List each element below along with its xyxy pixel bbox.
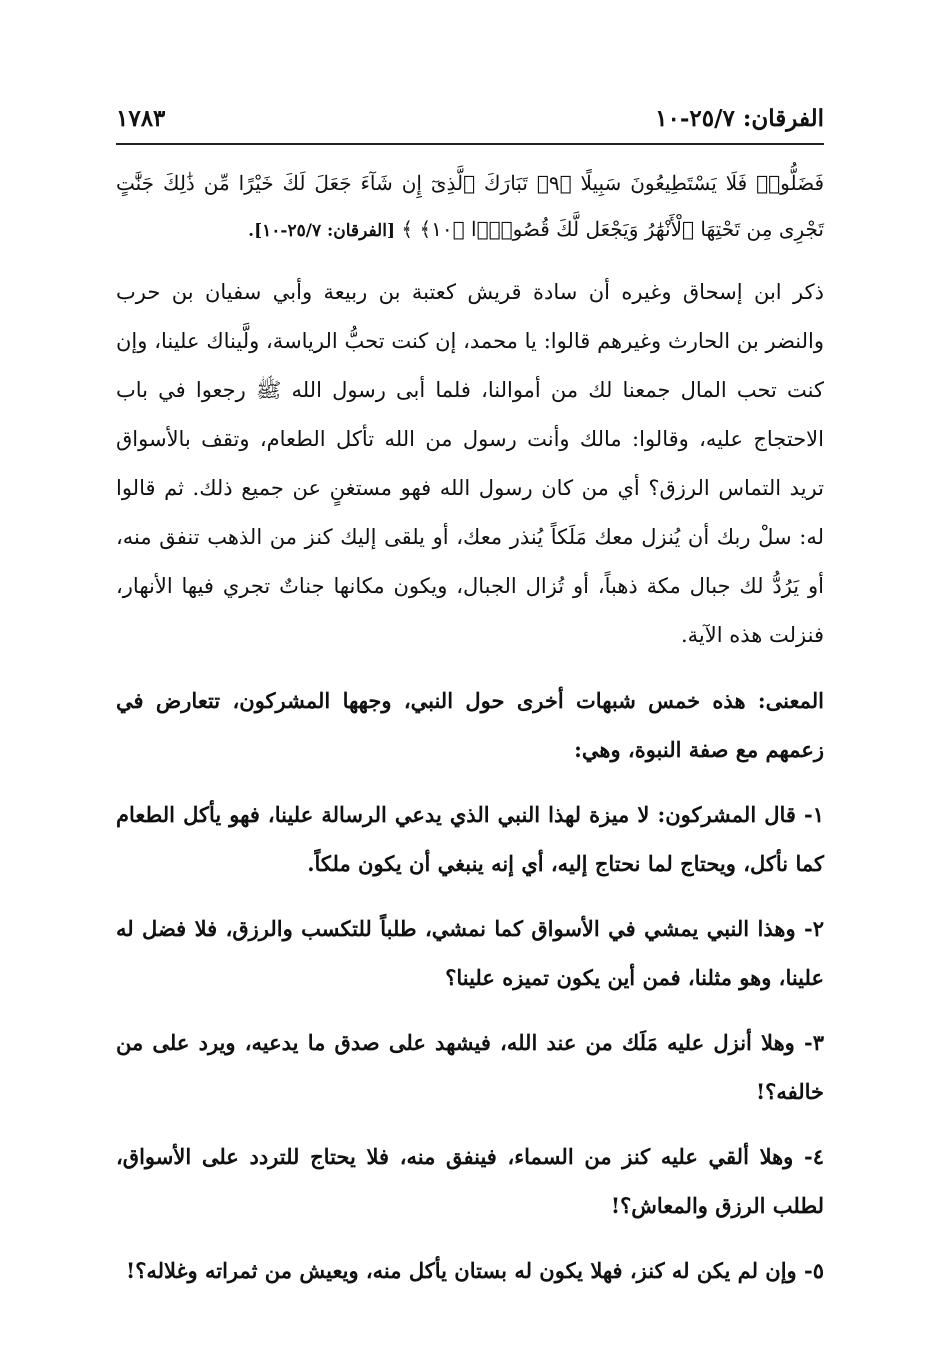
verse-text-part-1: فَضَلُّوا۟ فَلَا يَسْتَطِيعُونَ سَبِيلًا xyxy=(580,171,825,195)
surah-reference: الفرقان: ٢٥/٧-١٠ xyxy=(655,104,824,132)
verse-text-part-2: تَبَارَكَ ٱلَّذِىٓ إِن شَآءَ جَعَلَ لَكَ خَيْرًا مِّن ذَٰلِكَ جَنَّٰتٍ تَجْرِى مِن تَحْتِهَا ٱلْأَنْهَٰرُ وَيَجْعَل لَّكَ قُصُورًۢا xyxy=(116,171,824,241)
verse-reference: [الفرقان: ٢٥/٧-١٠]. xyxy=(248,221,395,241)
quran-verse xyxy=(116,160,824,254)
context-paragraph: ذكر ابن إسحاق وغيره أن سادة قريش كعتبة بن ربيعة وأبي سفيان بن حرب والنضر بن الحارث وغيرهم قالوا: يا محمد، إن كنت تحبُّ الرياسة، ولَّيناك علينا، وإن كنت تحب المال جمعنا لك من أموالنا، فلما أبى رسول الله ﷺ رجعوا في باب الاحتجاج عليه، وقالوا: مالك وأنت رسول من الله تأكل الطعام، وتقف بالأسواق تريد التماس الرزق؟ أي من كان رسول الله فهو مستغنٍ عن جميع ذلك. ثم قالوا له: سلْ ربك أن يُنزل معك مَلَكاً يُنذر معك، أو يلقى إليك كنز من الذهب تنفق منه، أو يَرُدُّ لك جبال مكة ذهباً، أو تُزال الجبال، ويكون مكانها جناتٌ تجري فيها الأنهار، فنزلت هذه الآية. xyxy=(116,280,824,647)
ayah-9-marker: ﴿٩﴾ xyxy=(536,171,572,195)
point-4: ٤- وهلا ألقي عليه كنز من السماء، فينفق منه، فلا يحتاج للتردد على الأسواق، لطلب الرزق والمعاش؟! xyxy=(116,1144,824,1218)
point-2: ٢- وهذا النبي يمشي في الأسواق كما نمشي، طلباً للتكسب والرزق، فلا فضل له علينا، وهو مثلنا، فمن أين يكون تميزه علينا؟ xyxy=(116,916,824,990)
page-number: ١٧٨٣ xyxy=(116,104,166,132)
point-1: ١- قال المشركون: لا ميزة لهذا النبي الذي يدعي الرسالة علينا، فهو يأكل الطعام كما نأكل، ويحتاج لما نحتاج إليه، أي إنه ينبغي أن يكون ملكاً. xyxy=(116,802,824,876)
page-body xyxy=(116,160,824,1311)
meaning-paragraph: المعنى: هذه خمس شبهات أخرى حول النبي، وجهها المشركون، تتعارض في زعمهم مع صفة النبوة، وهي: xyxy=(116,688,824,762)
page-header xyxy=(116,98,824,138)
verse-close-bracket: ﴾ xyxy=(401,217,414,241)
point-3: ٣- وهلا أنزل عليه مَلَك من عند الله، فيشهد على صدق ما يدعيه، ويرد على من خالفه؟! xyxy=(116,1030,824,1104)
ayah-10-marker: ﴿١٠﴾ xyxy=(419,217,465,241)
point-5: ٥- وإن لم يكن له كنز، فهلا يكون له بستان يأكل منه، ويعيش من ثمراته وغلاله؟! xyxy=(126,1258,824,1283)
header-rule xyxy=(116,143,824,145)
